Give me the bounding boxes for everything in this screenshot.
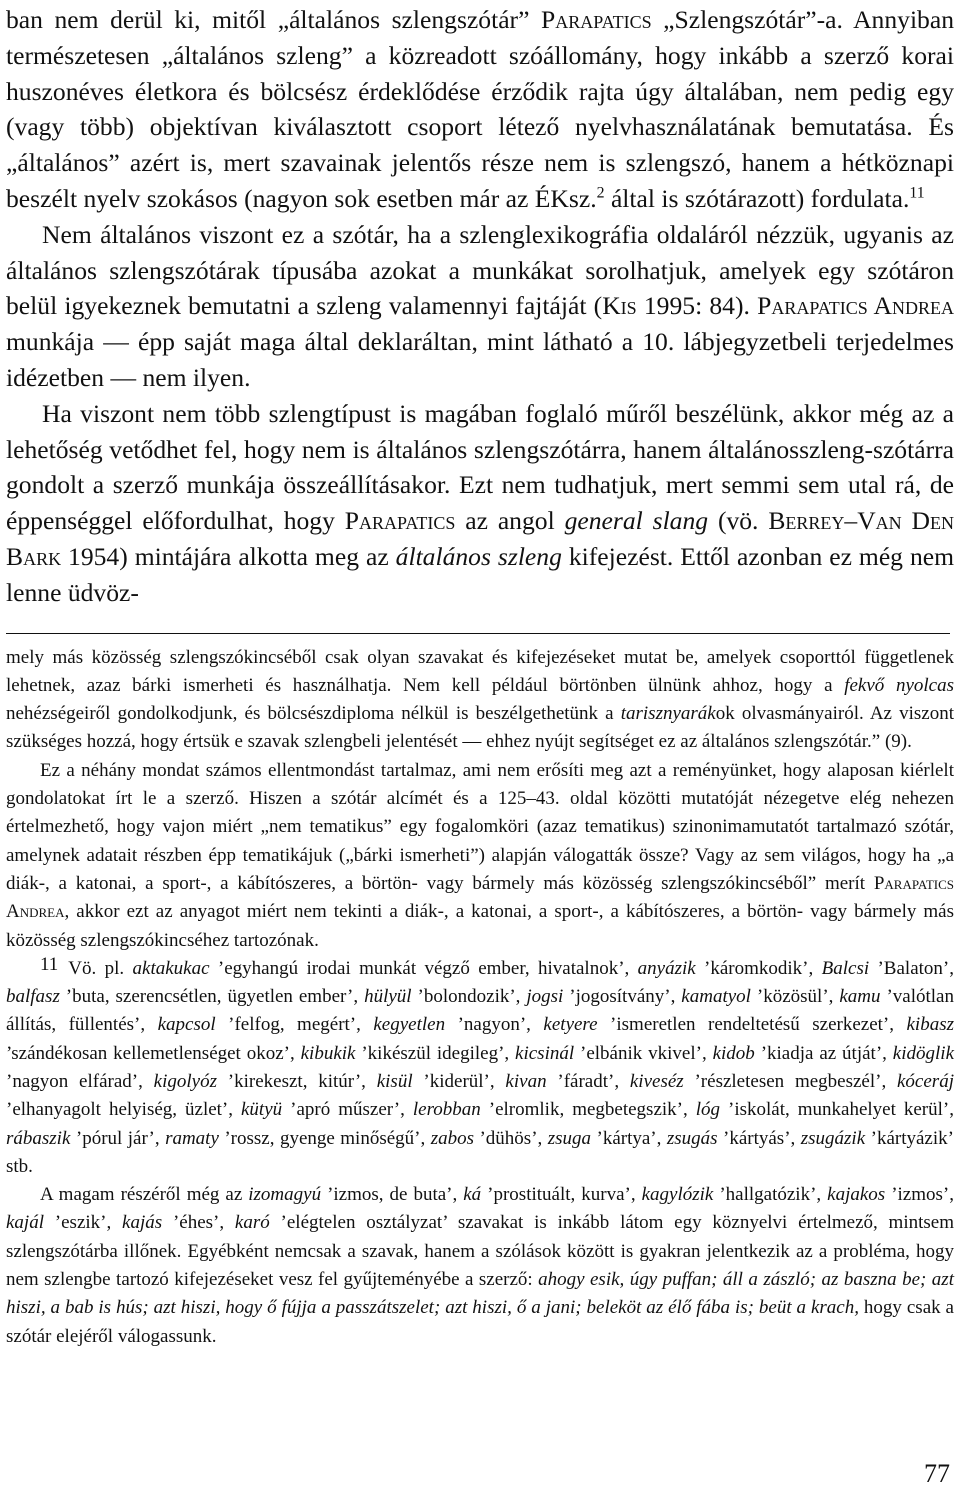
- italic-term: kütyü: [241, 1099, 283, 1121]
- italic-term: kegyetlen: [373, 1014, 446, 1036]
- text-run: kifejezést. Ettől azonban ez még nem lenne üdvöz-: [6, 541, 955, 607]
- text-run: Ez a néhány mondat számos ellentmondást tartalmaz, ami nem erősíti meg azt a reményünket, hogy alaposan kiérlelt gondolatokat írt le a szerző. Hiszen a szótár alcímét és a 125–43. oldal közötti mutatóját nézegetve elég nehezen értelmezhető, hogy vajon miért „nem tematikus” egy fogalomköri (azaz tematikus) szinonimamutatót tartalmazó szótár, amelynek adatait részben épp tematikájuk („bárki ismerheti”) alapján válogatták össze? Vagy az sem világos, hogy ha „a diák-, a katonai, a sport-, a kábítószeres, a börtön- vagy bármely más közösség szlengszókincséből” merít: [6, 759, 954, 894]
- italic-term: lerobban: [412, 1099, 481, 1121]
- text-run: ban nem derül ki, mitől „általános szlengszótár”: [6, 5, 541, 34]
- text-run: 1954) mintájára alkotta meg az: [61, 541, 396, 571]
- text-run: ’kiadja az útját’,: [754, 1042, 893, 1064]
- text-run: ’izmos, de buta’,: [321, 1184, 464, 1206]
- text-run: ’valótlan állítás, füllentés’,: [6, 986, 954, 1036]
- italic-term: ramaty: [165, 1127, 219, 1149]
- text-run: ’bolondozik’,: [411, 986, 527, 1008]
- italic-term: kapcsol: [157, 1014, 216, 1036]
- paragraph-2: [6, 217, 954, 396]
- italic-term: tarisznyarák: [620, 703, 716, 725]
- text-run: mely más közösség szlengszókincséből csak olyan szavakat és kifejezéseket mutat be, amelyek csoporttól függetlenek lehetnek, azaz bárki ismerheti és használhatja. Nem kell például börtönben ülnünk ahhoz, hogy a: [6, 646, 954, 696]
- text-run: ’nagyon’,: [445, 1014, 544, 1036]
- main-text: [6, 2, 954, 611]
- text-run: ’szándékosan kellemetlenséget okoz’,: [6, 1042, 301, 1064]
- italic-term: kicsinál: [515, 1042, 575, 1064]
- text-run: ’elégtelen osztályzat’ szavakat is inkább látom egy köznyelvi értelmező, mintsem szlengszótárba illőnek. Egyébként nemcsak a szavak, hanem a szólások között is gyakran jelentkezik az a probléma, hogy nem szlengbe tartozó kifejezéseket vesz fel gyűjteményébe a szerző:: [6, 1212, 954, 1291]
- footnote-separator: [6, 633, 950, 634]
- footnote-ref-11: 11: [909, 184, 925, 202]
- text-run: munkája — épp saját maga által deklaráltan, mint látható a 10. lábjegyzetbeli terjedelmes idézetben — nem ilyen.: [6, 327, 954, 392]
- text-run: „Szlengszótár”-a. Annyiban természetesen „általános szleng” a közreadott szóállomány, hogy inkább a szerző korai huszonéves életkora és bölcsész érdeklődése érződik rajta úgy általában, nem pedig egy (vagy több) objektívan kiválasztott csoport létező nyelvhasználatának bemutatása. És „általános” azért is, mert szavainak jelentős része nem is szlengszó, hanem a hétköznapi beszélt nyelv szokásos (nagyon sok esetben már az ÉKsz.: [6, 5, 955, 213]
- italic-term: általános szleng: [395, 541, 562, 571]
- italic-term: ká: [463, 1184, 482, 1206]
- footnote-number: 11: [40, 953, 59, 975]
- text-run: ’nagyon elfárad’,: [6, 1071, 154, 1092]
- text-run: ’pórul jár’,: [70, 1127, 166, 1149]
- italic-term: balfasz: [6, 986, 60, 1008]
- italic-term: zsugás: [666, 1127, 718, 1149]
- text-run: 1995: 84).: [636, 291, 758, 321]
- italic-term: lóg: [695, 1099, 721, 1121]
- text-run: ’elromlik, megbetegszik’,: [480, 1099, 696, 1121]
- text-run: ’egyhangú irodai munkát végző ember, hivatalnok’,: [209, 957, 638, 979]
- text-run: által is szótárazott) fordulata.: [604, 183, 910, 213]
- italic-term: anyázik: [637, 957, 696, 979]
- text-run: ’fáradt’,: [546, 1071, 630, 1092]
- italic-term: kibukik: [300, 1042, 356, 1064]
- page-number: 77: [924, 1459, 950, 1488]
- text-run: ’prostituált, kurva’,: [481, 1184, 642, 1206]
- italic-term: jogsi: [526, 986, 564, 1008]
- text-run: ’Balaton’,: [869, 957, 954, 979]
- italic-term: kivan: [505, 1071, 547, 1092]
- text-run: ’ismeretlen rendeltetésű szerkezet’,: [597, 1014, 907, 1036]
- text-run: ’éhes’,: [162, 1212, 235, 1234]
- text-run: hogy csak a szótár elejéről válogassunk.: [6, 1297, 954, 1347]
- footnote-10-paragraph-2: [6, 757, 954, 955]
- text-run: ’közösül’,: [750, 986, 840, 1008]
- author-name: Kis: [602, 291, 637, 321]
- text-run: nehézségeiről gondolkodjunk, és bölcsészdiploma nélkül is beszélgethetünk a: [6, 703, 621, 725]
- italic-term: kamatyol: [681, 986, 751, 1008]
- italic-term: kidöglik: [892, 1042, 954, 1064]
- text-run: ’apró műszer’,: [282, 1099, 413, 1121]
- italic-term: kibasz: [906, 1014, 954, 1036]
- paragraph-3: [6, 396, 954, 611]
- text-run: ok olvasmányairól. Az viszont szükséges hozzá, hogy értsük e szavak szlengbeli jelentését — ehhez nyújt segítséget ez az általános szlengszótár.” (9).: [6, 703, 954, 753]
- italic-term: zabos: [430, 1127, 475, 1149]
- text-run: ’iskolát, munkahelyet kerül’,: [720, 1099, 954, 1121]
- italic-term: kidob: [712, 1042, 755, 1064]
- text-run: ’eszik’,: [44, 1212, 123, 1234]
- text-run: ’hallgatózik’,: [713, 1184, 828, 1206]
- text-run: (vö.: [708, 506, 769, 536]
- text-run: ’kártyázik’ stb.: [6, 1127, 954, 1177]
- superscript-2: 2: [596, 184, 605, 202]
- italic-term: Balcsi: [821, 957, 870, 979]
- italic-term: kiveséz: [629, 1071, 684, 1092]
- italic-term: izomagyú: [248, 1184, 322, 1206]
- text-run: ’felfog, megért’,: [215, 1014, 374, 1036]
- italic-term: karó: [234, 1212, 270, 1234]
- italic-term: kisül: [376, 1071, 413, 1092]
- italic-term: kagylózik: [641, 1184, 714, 1206]
- italic-term: general slang: [564, 506, 709, 536]
- text-run: az angol: [455, 506, 565, 536]
- text-run: ’kártya’,: [591, 1127, 667, 1149]
- text-run: ’jogosítvány’,: [563, 986, 682, 1008]
- italic-term: ketyere: [543, 1014, 598, 1036]
- italic-term: kamu: [839, 986, 881, 1008]
- footnote-10-continuation: [6, 644, 954, 757]
- text-run: ’kirekeszt, kitúr’,: [217, 1071, 377, 1092]
- text-run: ’rossz, gyenge minőségű’,: [218, 1127, 431, 1149]
- italic-term: ahogy esik, úgy puffan; áll a zászló; az baszna be; azt hiszi, a bab is hús; azt hiszi, hogy ő fújja a passzátszelet; azt hiszi, ő a jani; beleköt az élő fába is; beüt a krach,: [6, 1269, 954, 1319]
- author-name: Parapatics Andrea: [757, 291, 954, 321]
- italic-term: kajakos: [827, 1184, 886, 1206]
- text-run: ’dühös’,: [474, 1127, 548, 1149]
- text-run: ’kártyás’,: [717, 1127, 801, 1149]
- text-run: Ha viszont nem több szlengtípust is magában foglaló műről beszélünk, akkor még az a lehetőség vetődhet fel, hogy nem is általános szlengszótárra, hanem általánosszleng-szótárra gondolt a szerző munkája összeállításakor. Ezt nem tudhatjuk, mert semmi sem utal rá, de éppenséggel előfordulhat, hogy: [6, 398, 954, 536]
- text-run: , akkor ezt az anyagot miért nem tekinti a diák-, a katonai, a sport-, a kábítószeres, a börtön- vagy bármely más közösség szlengszókincséhez tartozónak.: [6, 901, 954, 951]
- italic-term: rábaszik: [6, 1127, 71, 1149]
- text-run: ’elbánik vkivel’,: [574, 1042, 713, 1064]
- italic-term: hülyül: [364, 986, 412, 1008]
- text-run: ’elhanyagolt helyiség, üzlet’,: [6, 1099, 241, 1121]
- text-run: Nem általános viszont ez a szótár, ha a szlenglexikográfia oldaláról nézzük, ugyanis az általános szlengszótárak típusába azokat a munkákat sorolhatjuk, amelyek egy szótáron belül igyekeznek bemutatni a szleng valamennyi fajtáját (: [6, 219, 954, 321]
- document-page: [6, 0, 954, 1351]
- author-name: Parapatics Andrea: [6, 872, 954, 923]
- italic-term: kigolyóz: [153, 1071, 217, 1092]
- text-run: ’buta, szerencsétlen, ügyetlen ember’,: [59, 986, 365, 1008]
- author-name: Parapatics: [344, 506, 456, 536]
- footnote-11-paragraph-2: [6, 1181, 954, 1351]
- text-run: ’kiderül’,: [412, 1071, 506, 1092]
- text-run: Vö. pl.: [60, 957, 133, 979]
- italic-term: zsuga: [547, 1127, 592, 1149]
- author-name: Parapatics: [541, 5, 652, 34]
- footnote-11: [6, 955, 954, 1181]
- italic-term: zsugázik: [800, 1127, 866, 1149]
- italic-term: kajás: [122, 1212, 163, 1234]
- italic-term: kajál: [6, 1212, 44, 1234]
- italic-term: kóceráj: [897, 1071, 954, 1092]
- footnotes: [6, 644, 954, 1351]
- italic-term: fekvő nyolcas: [844, 674, 954, 696]
- text-run: ’káromkodik’,: [695, 957, 822, 979]
- text-run: ’izmos’,: [885, 1184, 954, 1206]
- text-run: A magam részéről még az: [40, 1184, 249, 1206]
- text-run: ’kikészül idegileg’,: [355, 1042, 516, 1064]
- text-run: ’részletesen megbeszél’,: [683, 1071, 897, 1092]
- author-name: Berrey–Van Den Bark: [6, 506, 955, 571]
- italic-term: aktakukac: [132, 957, 210, 979]
- paragraph-1: [6, 2, 954, 217]
